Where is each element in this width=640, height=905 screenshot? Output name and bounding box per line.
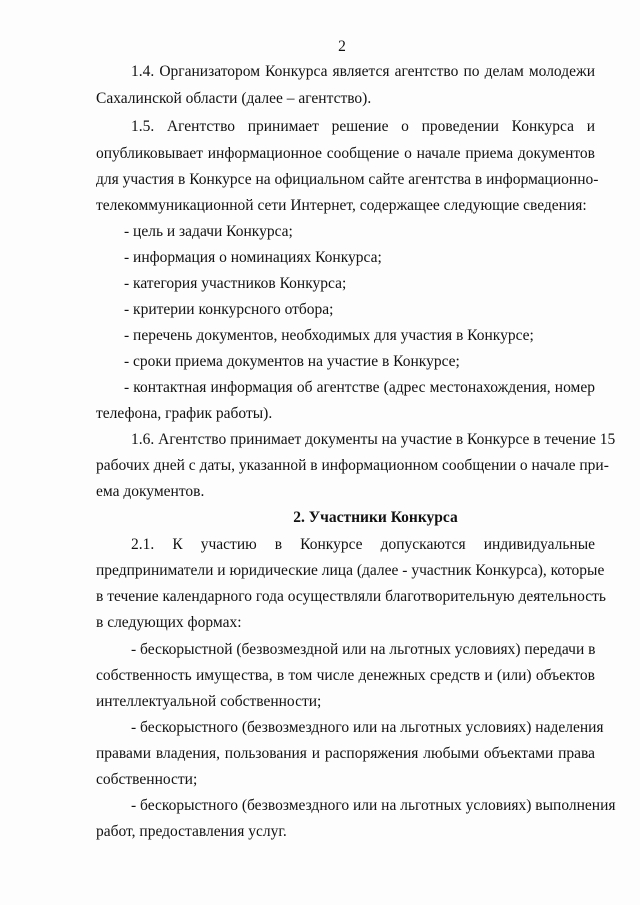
text-line: телефона, график работы). bbox=[96, 405, 273, 422]
list-item: - информация о номинациях Конкурса; bbox=[124, 249, 382, 266]
list-item: - бескорыстного (безвозмездного или на льготных условиях) выполнения bbox=[131, 797, 616, 814]
text-line: для участия в Конкурсе на официальном сайте агентства в информационно- bbox=[96, 171, 599, 188]
text-line: собственности; bbox=[96, 771, 198, 788]
list-item: - сроки приема документов на участие в Конкурсе; bbox=[124, 353, 460, 370]
text-line: в следующих формах: bbox=[96, 614, 242, 631]
text-line: Сахалинской области (далее – агентство). bbox=[96, 90, 372, 107]
text-line: телекоммуникационной сети Интернет, содержащее следующие сведения: bbox=[96, 197, 587, 214]
text-line: предприниматели и юридические лица (далее - участник Конкурса), которые bbox=[96, 562, 605, 579]
page-number: 2 bbox=[338, 38, 346, 55]
section-heading: 2. Участники Конкурса bbox=[293, 509, 458, 526]
text-line: правами владения, пользования и распоряжения любыми объектами права bbox=[96, 745, 595, 762]
text-line: опубликовывает информационное сообщение о начале приема документов bbox=[96, 145, 595, 162]
list-item: - цель и задачи Конкурса; bbox=[124, 223, 293, 240]
text-line: рабочих дней с даты, указанной в информационном сообщении о начале при- bbox=[96, 457, 609, 474]
list-item: - контактная информация об агентстве (адрес местонахождения, номер bbox=[124, 379, 595, 396]
text-line: интеллектуальной собственности; bbox=[96, 693, 322, 710]
text-line: собственность имущества, в том числе денежных средств и (или) объектов bbox=[96, 667, 595, 684]
list-item: - критерии конкурсного отбора; bbox=[124, 301, 334, 318]
text-line: 1.6. Агентство принимает документы на участие в Конкурсе в течение 15 bbox=[131, 431, 616, 448]
list-item: - перечень документов, необходимых для участия в Конкурсе; bbox=[124, 327, 534, 344]
text-line: работ, предоставления услуг. bbox=[96, 823, 287, 840]
text-line: 2.1. К участию в Конкурсе допускаются индивидуальные bbox=[131, 536, 595, 553]
text-line: в течение календарного года осуществляли благотворительную деятельность bbox=[96, 588, 606, 605]
text-line: 1.4. Организатором Конкурса является агентство по делам молодежи bbox=[131, 63, 595, 80]
text-line: 1.5. Агентство принимает решение о проведении Конкурса и bbox=[131, 118, 595, 135]
list-item: - бескорыстной (безвозмездной или на льготных условиях) передачи в bbox=[131, 641, 596, 658]
text-line: ема документов. bbox=[96, 483, 205, 500]
list-item: - бескорыстного (безвозмездного или на льготных условиях) наделения bbox=[131, 719, 604, 736]
list-item: - категория участников Конкурса; bbox=[124, 275, 347, 292]
